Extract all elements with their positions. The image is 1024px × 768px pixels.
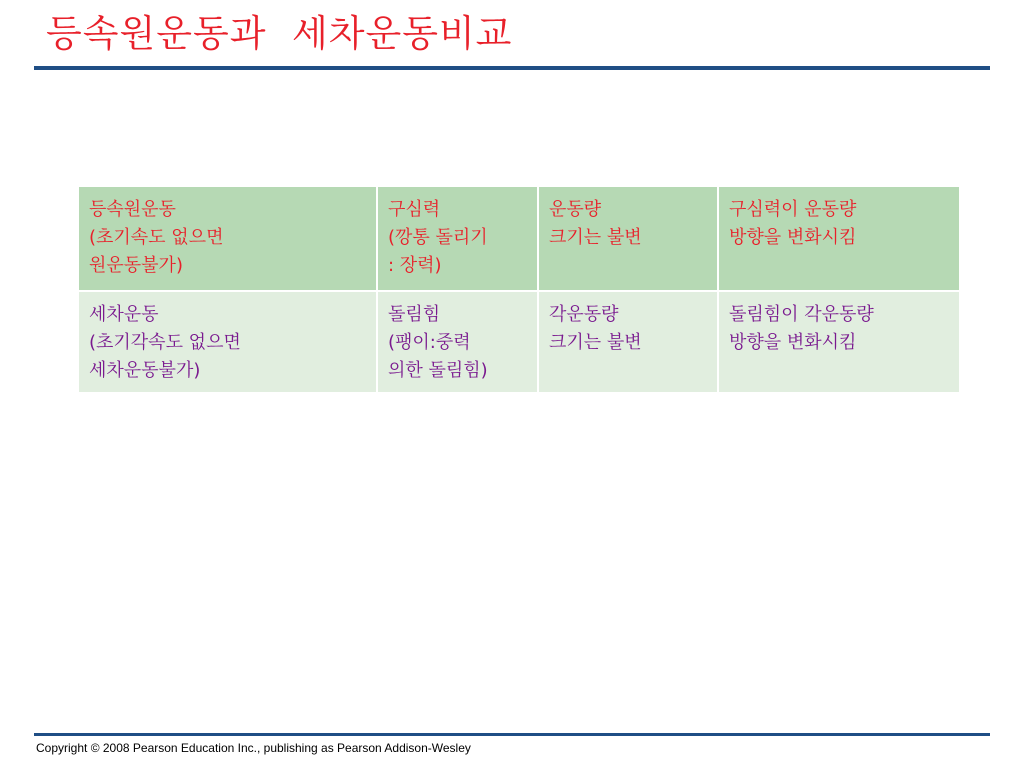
- copyright-footer: Copyright © 2008 Pearson Education Inc., publishing as Pearson Addison-Wesley: [36, 741, 471, 755]
- table-row: [79, 187, 959, 290]
- table-cell-effect: 돌림힘이 각운동량 방향을 변화시킴: [719, 292, 959, 392]
- title-divider: [34, 66, 990, 70]
- table-row: [79, 292, 959, 392]
- slide-title: 등속원운동과 세차운동비교: [46, 12, 513, 55]
- table-cell-conserved: 각운동량 크기는 불변: [539, 292, 717, 392]
- table-cell-motion-type: 세차운동 (초기각속도 없으면 세차운동불가): [79, 292, 376, 392]
- table-cell-effect: 구심력이 운동량 방향을 변화시킴: [719, 187, 959, 290]
- table-cell-cause: 돌림힘 (팽이:중력 의한 돌림힘): [378, 292, 537, 392]
- table-cell-cause: 구심력 (깡통 돌리기 : 장력): [378, 187, 537, 290]
- table-cell-conserved: 운동량 크기는 불변: [539, 187, 717, 290]
- table-cell-motion-type: 등속원운동 (초기속도 없으면 원운동불가): [79, 187, 376, 290]
- footer-divider: [34, 733, 990, 736]
- comparison-table: [77, 185, 961, 394]
